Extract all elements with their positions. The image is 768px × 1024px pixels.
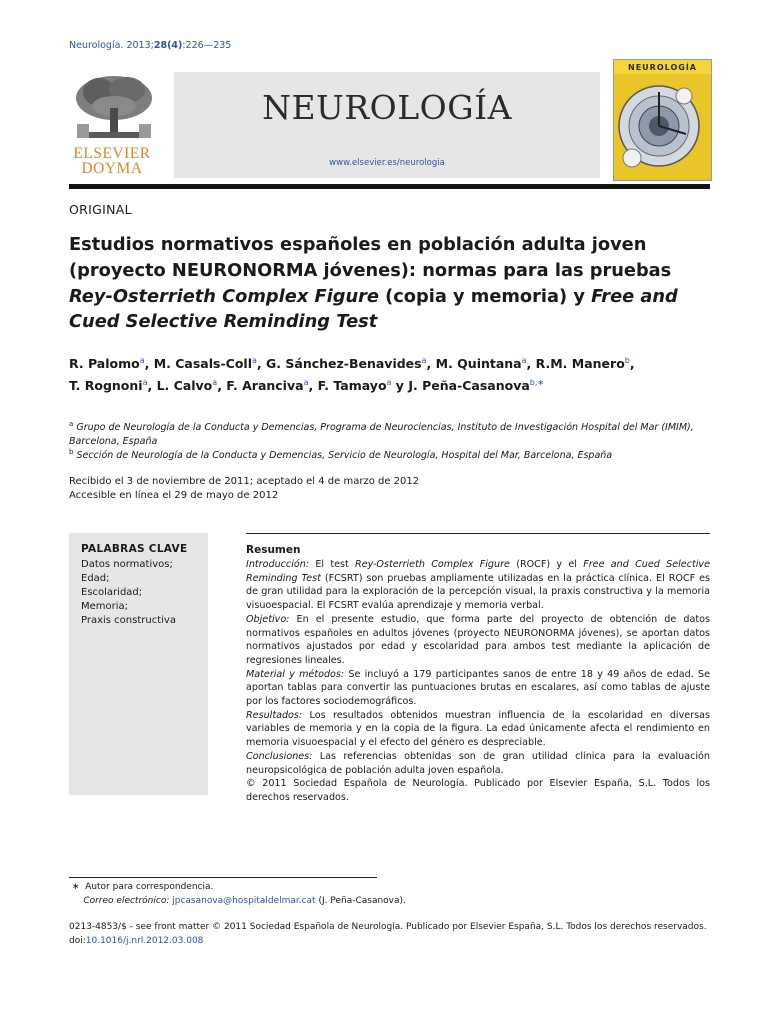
abstract-rule [246, 533, 710, 534]
doi-link[interactable]: 10.1016/j.nrl.2012.03.008 [85, 936, 204, 946]
keyword-item: Edad; [81, 573, 110, 584]
article-dates [69, 475, 419, 503]
keywords-heading: PALABRAS CLAVE [81, 543, 188, 555]
abstract-intro: Introducción: El test Rey-Osterrieth Complex Figure (ROCF) y el Free and Cued Selective Reminding Test (FCSRT) son pruebas ampliamente utilizadas en la práctica clínica. El ROCF es de gran utilidad para la exploración de la percepción visual, la praxis constructiva y la memoria visuoespacial. El FCSRT evalúa aprendizaje y memoria verbal. [246, 559, 710, 612]
online-date: Accesible en línea el 29 de mayo de 2012 [69, 490, 279, 501]
keyword-item: Escolaridad; [81, 587, 143, 598]
author-item: G. Sánchez-Benavides$^a$, [266, 356, 436, 372]
author-item: M. Casals-Coll$^a$, [153, 356, 267, 372]
author-item: R. Palomo$^a$, [69, 356, 154, 372]
journal-cover-image [613, 59, 712, 181]
clock-spiral-icon [614, 74, 711, 180]
journal-url-link[interactable]: www.elsevier.es/neurologia [329, 158, 445, 168]
abstract-body [246, 558, 710, 805]
author-list [69, 351, 709, 395]
issn-line: 0213-4853/$ - see front matter © 2011 Sociedad Española de Neurología. Publicado por Elsevier España, S.L. Todos los derechos reservados. [69, 922, 707, 932]
article-title: Estudios normativos españoles en población adulta joven (proyecto NEURONORMA jóvenes): normas para las pruebas Rey-Osterrieth Complex Figure (copia y memoria) y Free and Cued Selective Reminding Test [69, 234, 678, 333]
journal-title: NEUROLOGÍA [262, 88, 512, 127]
author-item: L. Calvo$^a$, [156, 378, 227, 394]
author-item: J. Peña-Casanova$^{b,∗}$ [408, 378, 545, 394]
journal-citation[interactable]: Neurología. 2013;28(4):226—235 [69, 40, 232, 51]
abstract-conclusions: Conclusiones: Las referencias obtenidas son de gran utilidad clínica para la evaluación neuropsicológica de población adulta joven española. [246, 750, 710, 776]
header-rule [69, 184, 710, 189]
article-section-label: ORIGINAL [69, 202, 132, 217]
author-item: F. Tamayo$^a$ y [317, 378, 409, 394]
footnote-rule [69, 877, 377, 878]
keyword-item: Praxis constructiva [81, 615, 176, 626]
abstract-methods: Material y métodos: Se incluyó a 179 participantes sanos de entre 18 y 49 años de edad. Se aportan tablas para convertir las puntuaciones brutas en escalares, así como tablas de ajuste por los factores sociodemográficos. [246, 668, 710, 708]
cover-title: NEUROLOGÍA [628, 63, 697, 72]
author-item: M. Quintana$^a$, [435, 356, 536, 372]
affiliation-b: $^b$ Sección de Neurología de la Conducta y Demencias, Servicio de Neurología, Hospital del Mar, Barcelona, España [69, 448, 613, 462]
correspondence-footnote: ∗ Autor para correspondencia. Correo electrónico: jpcasanova@hospitaldelmar.cat (J. Peña-Casanova). [71, 882, 406, 906]
tree-icon [69, 72, 159, 144]
author-item: R.M. Manero$^b$, [535, 356, 635, 372]
author-item: F. Aranciva$^a$, [226, 378, 318, 394]
affiliation-a: $^a$ Grupo de Neurología de la Conducta y Demencias, Programa de Neurociencias, Instituto de Investigación Hospital del Mar (IMIM), Barcelona, España [69, 420, 694, 448]
abstract-copyright: © 2011 Sociedad Española de Neurología. Publicado por Elsevier España, S.L. Todos los derechos reservados. [246, 778, 710, 803]
keywords-list [81, 558, 176, 628]
keyword-item: Datos normativos; [81, 559, 173, 570]
abstract-heading: Resumen [246, 544, 301, 556]
copyright-footer: 0213-4853/$ - see front matter © 2011 Sociedad Española de Neurología. Publicado por Elsevier España, S.L. Todos los derechos reservados. doi:10.1016/j.nrl.2012.03.008 [69, 922, 707, 946]
email-link[interactable]: jpcasanova@hospitaldelmar.cat [172, 896, 316, 906]
publisher-wordmark: ELSEVIER DOYMA [73, 145, 151, 177]
abstract-objective: Objetivo: En el presente estudio, que forma parte del proyecto de obtención de datos normativos españoles en adultos jóvenes (proyecto NEURONORMA jóvenes), se aportan datos normativos ajustados por edad y escolaridad para ambos test mediante la aplicación de regresiones lineales. [246, 613, 710, 666]
received-date: Recibido el 3 de noviembre de 2011; aceptado el 4 de marzo de 2012 [69, 476, 420, 487]
abstract-results: Resultados: Los resultados obtenidos muestran influencia de la escolaridad en diversas variables de memoria y en la copia de la figura. La edad únicamente afecta el rendimiento en memoria visuoespacial y el efecto del género es despreciable. [246, 709, 710, 749]
keyword-item: Memoria; [81, 601, 129, 612]
author-item: T. Rognoni$^a$, [69, 378, 157, 394]
